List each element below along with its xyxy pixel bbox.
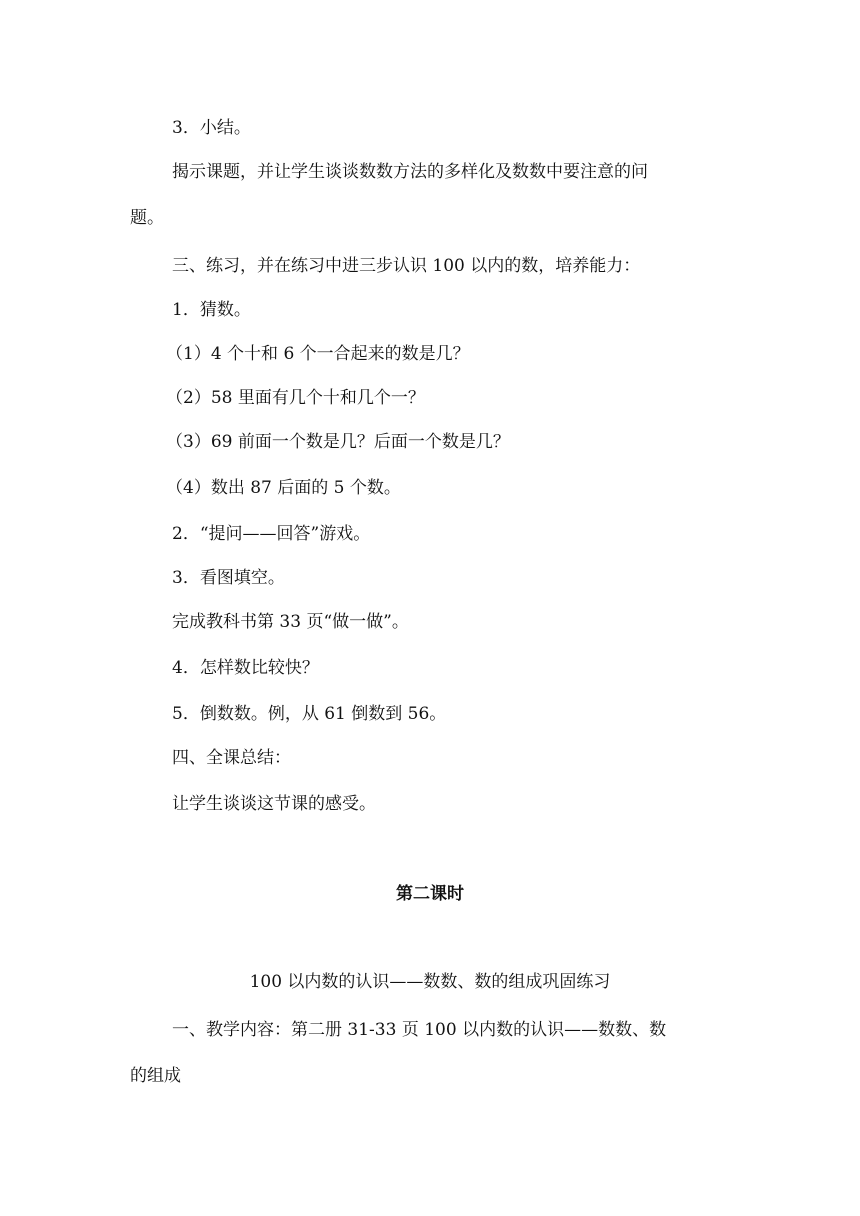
practice-item-guess-number: 1．猜数。 xyxy=(172,300,251,320)
section-summary-heading: 四、全课总结： xyxy=(172,748,291,768)
section-practice-heading: 三、练习，并在练习中进三步认识 100 以内的数，培养能力： xyxy=(172,256,641,276)
paragraph-summary-text: 揭示课题，并让学生谈谈数数方法的多样化及数数中要注意的问 xyxy=(172,162,648,182)
practice-item-fill-blank: 3．看图填空。 xyxy=(172,568,285,588)
teaching-content-line-2: 的组成 xyxy=(130,1066,181,1086)
practice-subitem-3: （3）69 前面一个数是几？后面一个数是几？ xyxy=(166,432,510,452)
teaching-content-line-1: 一、教学内容：第二册 31-33 页 100 以内数的认识——数数、数 xyxy=(172,1020,667,1040)
practice-item-question-game: 2．“提问——回答”游戏。 xyxy=(172,524,371,544)
practice-subitem-2: （2）58 里面有几个十和几个一？ xyxy=(166,388,425,408)
section-title: 第二课时 xyxy=(396,884,464,904)
practice-subitem-4: （4）数出 87 后面的 5 个数。 xyxy=(166,478,401,498)
practice-item-count-fast: 4．怎样数比较快？ xyxy=(172,658,319,678)
practice-textbook-note: 完成教科书第 33 页“做一做”。 xyxy=(172,612,409,632)
practice-item-count-backward: 5．倒数数。例，从 61 倒数到 56。 xyxy=(172,704,447,724)
paragraph-summary-heading: 3．小结。 xyxy=(172,118,251,138)
paragraph-summary-text-continuation: 题。 xyxy=(130,208,164,228)
practice-subitem-1: （1）4 个十和 6 个一合起来的数是几？ xyxy=(166,344,470,364)
lesson-subtitle: 100 以内数的认识——数数、数的组成巩固练习 xyxy=(249,972,611,992)
summary-text: 让学生谈谈这节课的感受。 xyxy=(172,794,376,814)
